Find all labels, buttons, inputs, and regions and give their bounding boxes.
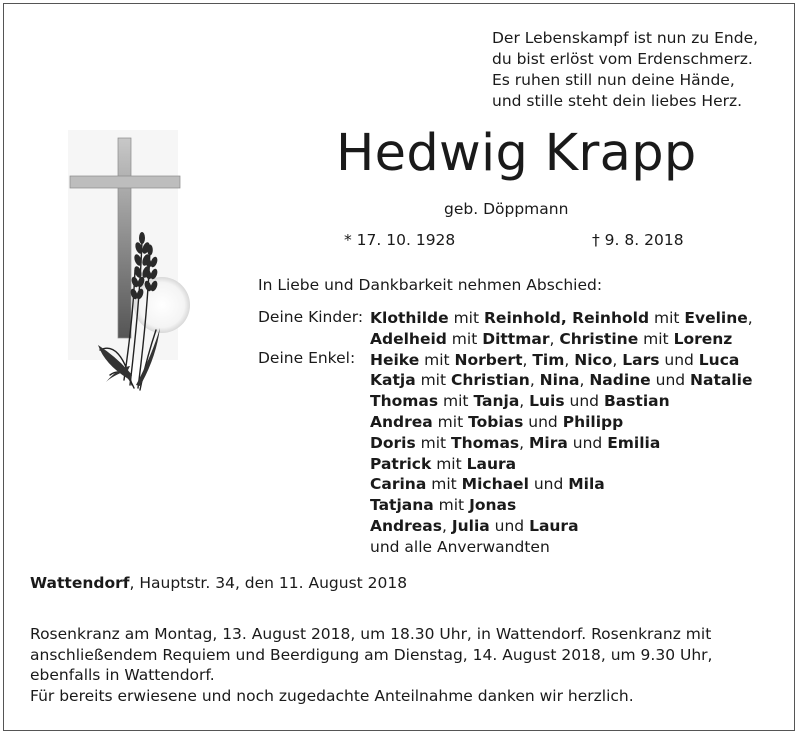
relative-name: Julia [451, 516, 490, 535]
relative-name: Andrea [370, 412, 433, 431]
connector-text: und [489, 516, 530, 535]
cross-with-wheat-icon [60, 130, 200, 410]
relative-name: Nadine [589, 371, 651, 390]
relative-name: Thomas [451, 433, 520, 452]
relative-name: Norbert [454, 350, 523, 369]
children-label: Deine Kinder: [258, 308, 364, 326]
relative-name: Tobias [468, 412, 524, 431]
relative-name: Tatjana [370, 496, 434, 515]
connector-text: und [523, 412, 563, 431]
connector-text: , [519, 392, 530, 411]
connector-text: und [650, 371, 691, 390]
poem-line: du bist erlöst vom Erdenschmerz. [492, 50, 753, 68]
connector-text: mit [415, 433, 452, 452]
connector-text: , [564, 350, 575, 369]
connector-text: , [529, 371, 540, 390]
connector-text: mit [415, 371, 451, 390]
relative-name: Eveline [684, 309, 748, 327]
poem-line: Der Lebenskampf ist nun zu Ende, [492, 29, 759, 47]
relative-name: Heike [370, 350, 420, 369]
relative-name: Mila [568, 475, 605, 494]
relative-name: Thomas [370, 392, 439, 411]
relatives-line [370, 391, 753, 412]
relatives-line [370, 370, 753, 391]
connector-text: mit [419, 350, 455, 369]
connector-text: und [528, 475, 569, 494]
relative-name: Tanja [473, 392, 520, 411]
relative-name: Natalie [690, 371, 753, 390]
relative-name: Christian [451, 371, 530, 390]
notice-line: Rosenkranz am Montag, 13. August 2018, um 18.30 Uhr, in Wattendorf. Rosenkranz mit [30, 625, 712, 643]
relatives-line [370, 308, 753, 329]
relatives-line [370, 350, 753, 371]
connector-text: und [567, 433, 608, 452]
connector-text: , [612, 350, 623, 369]
relative-name: Luis [529, 392, 565, 411]
relative-name: Michael [461, 475, 529, 494]
notice-line: Für bereits erwiesene und noch zugedachte Anteilnahme danken wir herzlich. [30, 686, 634, 705]
connector-text: , [747, 309, 753, 327]
poem-line: Es ruhen still nun deine Hände, [492, 71, 735, 89]
relatives-line [370, 454, 753, 475]
relatives-line [370, 412, 753, 433]
relative-name: Doris [370, 433, 416, 452]
deceased-name: Hedwig Krapp [336, 124, 697, 183]
connector-text: mit [448, 309, 484, 327]
relatives-line [370, 474, 753, 495]
relative-name: Christine [559, 329, 639, 348]
relative-name: Luca [698, 350, 740, 369]
connector-text: , [519, 433, 529, 452]
poem-line: und stille steht dein liebes Herz. [492, 92, 743, 110]
connector-text: , [441, 516, 452, 535]
connector-text: mit [431, 454, 467, 473]
notice-line: anschließendem Requiem und Beerdigung am Dienstag, 14. August 2018, um 9.30 Uhr, [30, 645, 713, 664]
relative-name: Tim [532, 350, 565, 369]
connector-text: und [659, 350, 699, 369]
relative-name: Emilia [607, 433, 661, 452]
address-rest: , Hauptstr. 34, den 11. August 2018 [129, 574, 408, 592]
relative-name: Dittmar [482, 329, 550, 348]
relatives-list [370, 308, 753, 558]
connector-text: , [579, 371, 590, 390]
maiden-name: geb. Döppmann [444, 200, 569, 218]
connector-text: und alle Anverwandten [370, 537, 550, 556]
relative-name: Lorenz [673, 329, 733, 348]
death-date: † 9. 8. 2018 [592, 231, 684, 249]
relative-name: Nico [574, 350, 613, 369]
relative-name: Jonas [469, 496, 517, 515]
connector-text: mit [432, 412, 469, 431]
relative-name: Andreas [370, 516, 442, 535]
relative-name: Carina [370, 475, 427, 494]
connector-text: mit [446, 329, 483, 348]
poem [492, 28, 758, 112]
relatives-line [370, 537, 753, 558]
relatives-line [370, 495, 753, 516]
relatives-line [370, 516, 753, 537]
relative-name: Reinhold, Reinhold [484, 309, 650, 327]
relative-name: Patrick [370, 454, 432, 473]
connector-text: mit [426, 475, 462, 494]
connector-text: mit [438, 392, 474, 411]
relative-name: Adelheid [370, 329, 447, 348]
connector-text: und [564, 392, 604, 411]
relative-name: Laura [466, 454, 517, 473]
connector-text: , [522, 350, 533, 369]
relative-name: Klothilde [370, 309, 449, 327]
connector-text: mit [433, 496, 470, 515]
relative-name: Nina [539, 371, 580, 390]
mourners-intro: In Liebe und Dankbarkeit nehmen Abschied: [258, 276, 603, 294]
grandchildren-label: Deine Enkel: [258, 349, 356, 367]
relative-name: Bastian [603, 392, 670, 411]
birth-date: * 17. 10. 1928 [344, 231, 456, 249]
relatives-line [370, 433, 753, 454]
relative-name: Laura [529, 516, 579, 535]
connector-text: mit [649, 309, 685, 327]
relative-name: Katja [370, 371, 416, 390]
address-place: Wattendorf [30, 574, 130, 592]
relative-name: Mira [529, 433, 568, 452]
address-line [30, 574, 407, 592]
notice-line: ebenfalls in Wattendorf. [30, 666, 215, 684]
relatives-line [370, 329, 753, 350]
service-notice [30, 624, 712, 706]
relative-name: Lars [622, 350, 660, 369]
connector-text: , [549, 329, 560, 348]
connector-text: mit [638, 329, 674, 348]
relative-name: Philipp [562, 412, 624, 431]
